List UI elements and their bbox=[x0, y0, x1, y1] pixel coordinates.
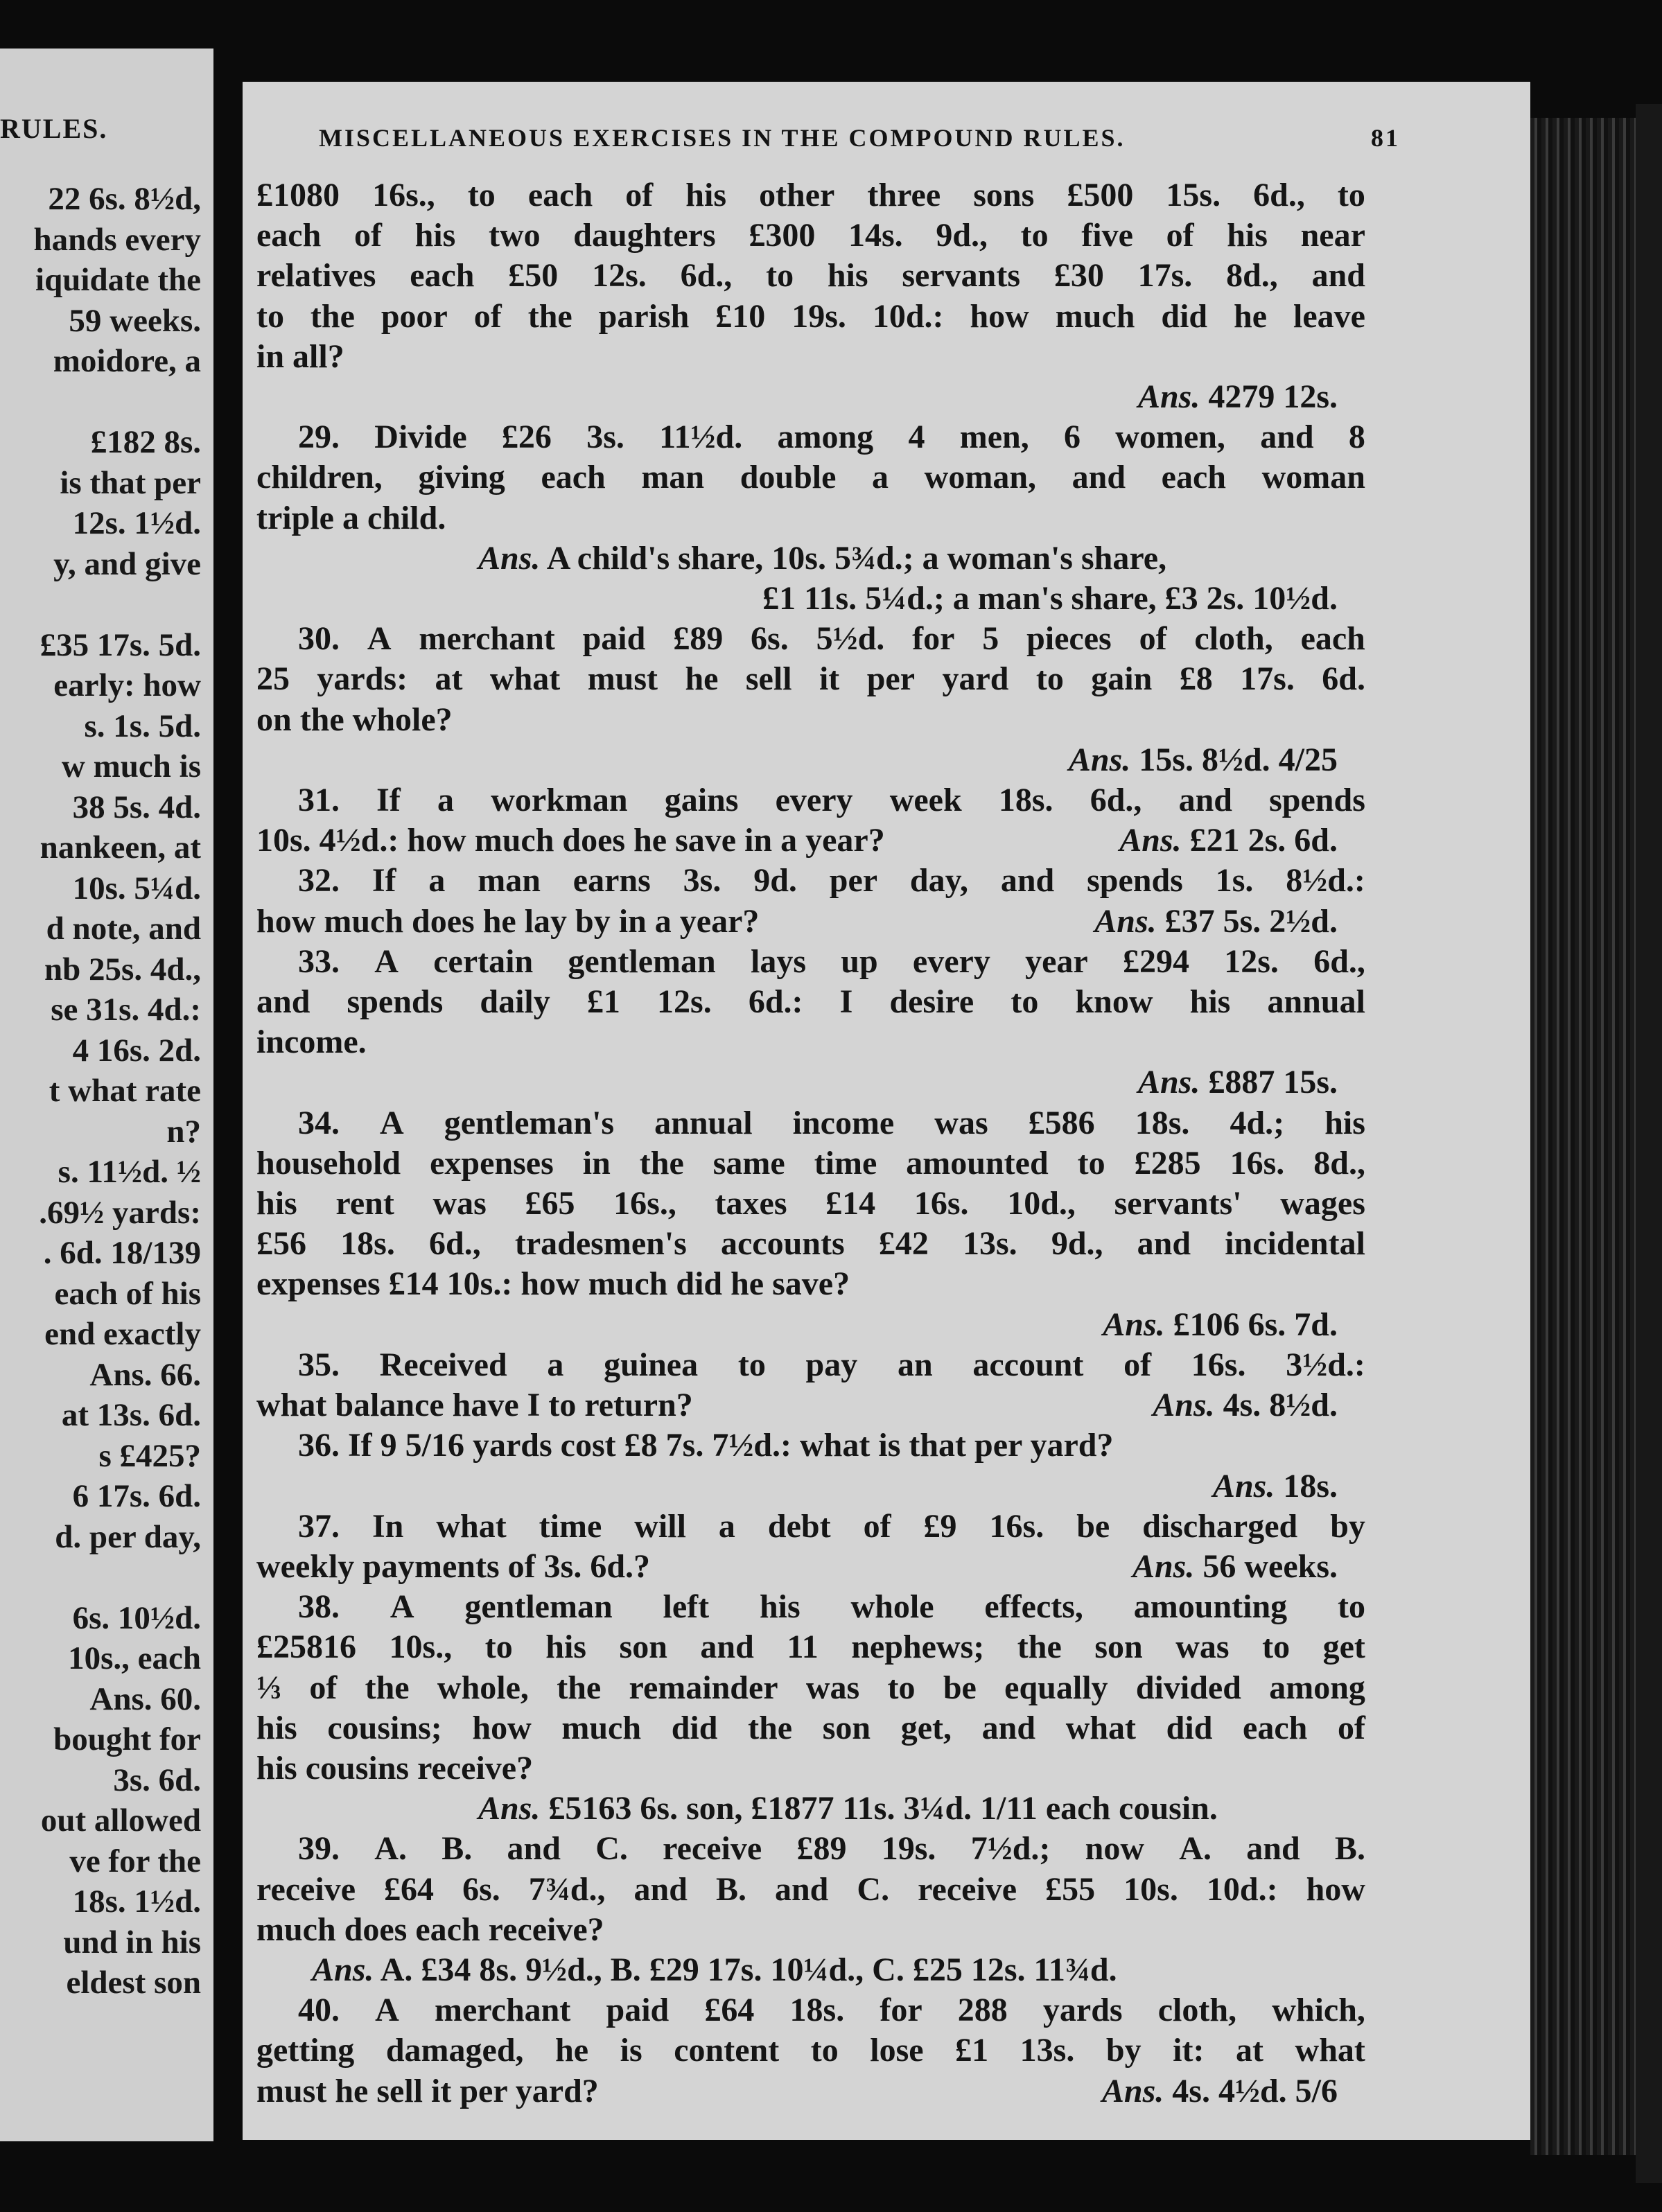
exercise-text-line: ⅓ of the whole, the remainder was to be equally divided among bbox=[256, 1669, 1365, 1706]
answer-label: Ans. bbox=[1103, 1306, 1165, 1343]
answer-label: Ans. bbox=[1137, 1064, 1200, 1101]
left-text-line: und in his bbox=[63, 1924, 201, 1960]
answer-line bbox=[256, 377, 1365, 417]
page-edges-outer bbox=[1636, 104, 1662, 2183]
left-text-line: 59 weeks. bbox=[69, 302, 201, 339]
answer-line bbox=[256, 1305, 1365, 1345]
left-text-line: bought for bbox=[53, 1721, 201, 1757]
left-text-line bbox=[33, 382, 201, 423]
answer: Ans. 4s. 4½d. 5/6 bbox=[1101, 2072, 1338, 2109]
answer: Ans. 4s. 8½d. bbox=[1153, 1387, 1338, 1424]
exercise-text-line: his rent was £65 16s., taxes £14 16s. 10d., servants' wages bbox=[256, 1185, 1365, 1222]
exercise-text-line: 36. If 9 5/16 yards cost £8 7s. 7½d.: what is that per yard? bbox=[298, 1427, 1114, 1464]
exercise-text-line: and spends daily £1 12s. 6d.: I desire to know his annual bbox=[256, 983, 1365, 1021]
answer-line bbox=[256, 1950, 1365, 1990]
left-text-line: Ans. 60. bbox=[89, 1680, 201, 1717]
left-text-line: t what rate bbox=[49, 1073, 201, 1109]
exercise-text-line: household expenses in the same time amounted to £285 16s. 8d., bbox=[256, 1144, 1365, 1182]
exercise-text-line: each of his two daughters £300 14s. 9d., to five of his near bbox=[256, 217, 1365, 254]
left-text-line: ve for the bbox=[69, 1843, 201, 1879]
answer: Ans. £37 5s. 2½d. bbox=[1094, 902, 1338, 940]
left-text-line: y, and give bbox=[53, 545, 201, 582]
left-text-line: 18s. 1½d. bbox=[72, 1884, 201, 1920]
answer-label: Ans. bbox=[1212, 1467, 1275, 1504]
exercise-text-line: triple a child. bbox=[256, 499, 446, 536]
left-text-line: moidore, a bbox=[53, 343, 201, 379]
left-text-line: 6 17s. 6d. bbox=[72, 1478, 201, 1514]
left-text-line: 4 16s. 2d. bbox=[72, 1032, 201, 1069]
exercise-text-line: weekly payments of 3s. 6d.? Ans. 56 weeks. bbox=[256, 1547, 1365, 1587]
answer-line bbox=[256, 740, 1365, 780]
exercise-text-line: 31. If a workman gains every week 18s. 6d., and spends bbox=[298, 782, 1365, 819]
exercise-text-line: 29. Divide £26 3s. 11½d. among 4 men, 6 women, and 8 bbox=[298, 419, 1365, 456]
exercise-text-line: what balance have I to return? Ans. 4s. 8½d. bbox=[256, 1385, 1365, 1425]
left-text-line: d note, and bbox=[46, 911, 201, 947]
exercise-text-line: his cousins receive? bbox=[256, 1749, 534, 1787]
exercise-text-line: children, giving each man double a woman, and each woman bbox=[256, 459, 1365, 496]
page-number: 81 bbox=[1371, 124, 1400, 152]
answer-value: £1 11s. 5¼d.; a man's share, £3 2s. 10½d. bbox=[762, 580, 1338, 617]
left-text-line bbox=[33, 584, 201, 625]
left-text-line: £35 17s. 5d. bbox=[40, 626, 201, 663]
right-page bbox=[243, 82, 1530, 2140]
left-text-line: 38 5s. 4d. bbox=[72, 789, 201, 825]
answer-line bbox=[256, 538, 1365, 579]
answer-label: Ans. bbox=[478, 539, 541, 577]
answer-label: Ans. bbox=[1137, 378, 1200, 416]
answer: Ans. £21 2s. 6d. bbox=[1119, 822, 1338, 859]
left-text-line: 22 6s. 8½d, bbox=[48, 181, 201, 217]
answer-value: A. £34 8s. 9½d., B. £29 17s. 10¼d., C. £25 12s. 11¾d. bbox=[380, 1951, 1117, 1988]
left-text-line: 10s., each bbox=[68, 1640, 201, 1676]
left-text-line: nb 25s. 4d., bbox=[44, 951, 201, 988]
left-text-line: each of his bbox=[54, 1275, 201, 1312]
left-text-line: .69½ yards: bbox=[39, 1194, 201, 1231]
answer-value: A child's share, 10s. 5¾d.; a woman's share, bbox=[546, 539, 1167, 577]
exercise-text-line: 30. A merchant paid £89 6s. 5½d. for 5 pieces of cloth, each bbox=[298, 620, 1365, 658]
left-text-line: 10s. 5¼d. bbox=[72, 870, 201, 906]
left-text-line: 3s. 6d. bbox=[113, 1762, 201, 1798]
left-text-line bbox=[33, 1557, 201, 1598]
answer-value: 18s. bbox=[1283, 1467, 1338, 1504]
left-text-line: end exactly bbox=[44, 1316, 201, 1352]
exercise-text-line: income. bbox=[256, 1024, 367, 1061]
exercise-text-line: 34. A gentleman's annual income was £586 18s. 4d.; his bbox=[298, 1104, 1365, 1141]
exercise-text-line: receive £64 6s. 7¾d., and B. and C. receive £55 10s. 10d.: how bbox=[256, 1870, 1365, 1908]
exercise-text-line: 10s. 4½d.: how much does he save in a year? Ans. £21 2s. 6d. bbox=[256, 820, 1365, 861]
exercise-text-line: 40. A merchant paid £64 18s. for 288 yards cloth, which, bbox=[298, 1992, 1365, 2029]
left-text-line: 6s. 10½d. bbox=[72, 1599, 201, 1636]
left-text-line: n? bbox=[166, 1113, 201, 1150]
exercise-text-line: relatives each £50 12s. 6d., to his servants £30 17s. 8d., and bbox=[256, 257, 1365, 295]
left-text-line: at 13s. 6d. bbox=[61, 1397, 201, 1433]
exercise-text-line: how much does he lay by in a year? Ans. £37 5s. 2½d. bbox=[256, 902, 1365, 942]
left-text-line: s. 1s. 5d. bbox=[84, 708, 201, 744]
exercise-text-line: 37. In what time will a debt of £9 16s. be discharged by bbox=[298, 1507, 1365, 1545]
answer-value: £887 15s. bbox=[1208, 1064, 1338, 1101]
answer-value: 15s. 8½d. 4/25 bbox=[1139, 741, 1338, 778]
left-running-header: RULES. bbox=[0, 113, 108, 144]
exercise-text-line: 25 yards: at what must he sell it per yard to gain £8 17s. 6d. bbox=[256, 660, 1365, 698]
left-text-line: d. per day, bbox=[55, 1518, 201, 1555]
left-text-line: eldest son bbox=[66, 1965, 201, 2001]
exercise-text-line: on the whole? bbox=[256, 701, 453, 738]
exercise-text-line: to the poor of the parish £10 19s. 10d.: how much did he leave bbox=[256, 297, 1365, 335]
exercise-text-line: 39. A. B. and C. receive £89 19s. 7½d.; now A. and B. bbox=[298, 1830, 1365, 1868]
left-page-text bbox=[33, 179, 201, 2003]
answer-label: Ans. bbox=[1068, 741, 1131, 778]
answer-label: Ans. bbox=[312, 1951, 374, 1988]
left-text-line: out allowed bbox=[40, 1802, 201, 1838]
exercise-text-line: £56 18s. 6d., tradesmen's accounts £42 13s. 9d., and incidental bbox=[256, 1225, 1365, 1263]
running-header-title: MISCELLANEOUS EXERCISES IN THE COMPOUND RULES. bbox=[319, 124, 1126, 152]
answer-line bbox=[256, 1062, 1365, 1103]
exercise-text-line: 38. A gentleman left his whole effects, amounting to bbox=[298, 1588, 1365, 1626]
exercise-text-line: 33. A certain gentleman lays up every year £294 12s. 6d., bbox=[298, 942, 1365, 980]
answer-value: £106 6s. 7d. bbox=[1173, 1306, 1338, 1343]
left-text-line: 12s. 1½d. bbox=[72, 505, 201, 541]
exercise-text-line: in all? bbox=[256, 337, 344, 375]
book-gutter bbox=[213, 0, 243, 2212]
exercise-text-line: must he sell it per yard? Ans. 4s. 4½d. 5/6 bbox=[256, 2071, 1365, 2112]
left-text-line: . 6d. 18/139 bbox=[43, 1235, 201, 1271]
exercise-text-line: his cousins; how much did the son get, and what did each of bbox=[256, 1709, 1365, 1746]
answer-value: 4279 12s. bbox=[1208, 378, 1338, 416]
left-text-line: £182 8s. bbox=[90, 424, 201, 460]
left-page bbox=[0, 49, 213, 2141]
exercise-text-line: £25816 10s., to his son and 11 nephews; the son was to get bbox=[256, 1629, 1365, 1666]
answer-line bbox=[256, 1789, 1365, 1829]
left-text-line: w much is bbox=[61, 748, 201, 784]
left-text-line: s £425? bbox=[98, 1437, 201, 1474]
left-text-line: hands every bbox=[33, 221, 201, 258]
left-text-line: Ans. 66. bbox=[89, 1356, 201, 1393]
answer-line bbox=[256, 1466, 1365, 1507]
exercise-text-line: 35. Received a guinea to pay an account of 16s. 3½d.: bbox=[298, 1346, 1365, 1383]
left-text-line: nankeen, at bbox=[40, 830, 201, 866]
running-header bbox=[319, 123, 1400, 152]
left-text-line: se 31s. 4d.: bbox=[51, 992, 201, 1028]
left-text-line: s. 11½d. ½ bbox=[58, 1154, 201, 1190]
exercise-text-line: much does each receive? bbox=[256, 1911, 604, 1948]
exercise-text-line: £1080 16s., to each of his other three sons £500 15s. 6d., to bbox=[256, 177, 1365, 213]
left-text-line: early: how bbox=[53, 667, 201, 703]
exercise-text-line: getting damaged, he is content to lose £1 13s. by it: at what bbox=[256, 2032, 1365, 2069]
answer-value: £5163 6s. son, £1877 11s. 3¼d. 1/11 each cousin. bbox=[548, 1790, 1218, 1827]
answer: Ans. 56 weeks. bbox=[1132, 1547, 1338, 1585]
exercise-text-line: expenses £14 10s.: how much did he save? bbox=[256, 1265, 850, 1303]
exercise-body bbox=[256, 175, 1365, 2112]
left-text-line: is that per bbox=[60, 464, 201, 501]
exercise-text-line: 32. If a man earns 3s. 9d. per day, and spends 1s. 8½d.: bbox=[298, 862, 1365, 899]
left-text-line: iquidate the bbox=[35, 262, 201, 298]
answer-label: Ans. bbox=[478, 1790, 541, 1827]
answer-line bbox=[256, 579, 1365, 619]
